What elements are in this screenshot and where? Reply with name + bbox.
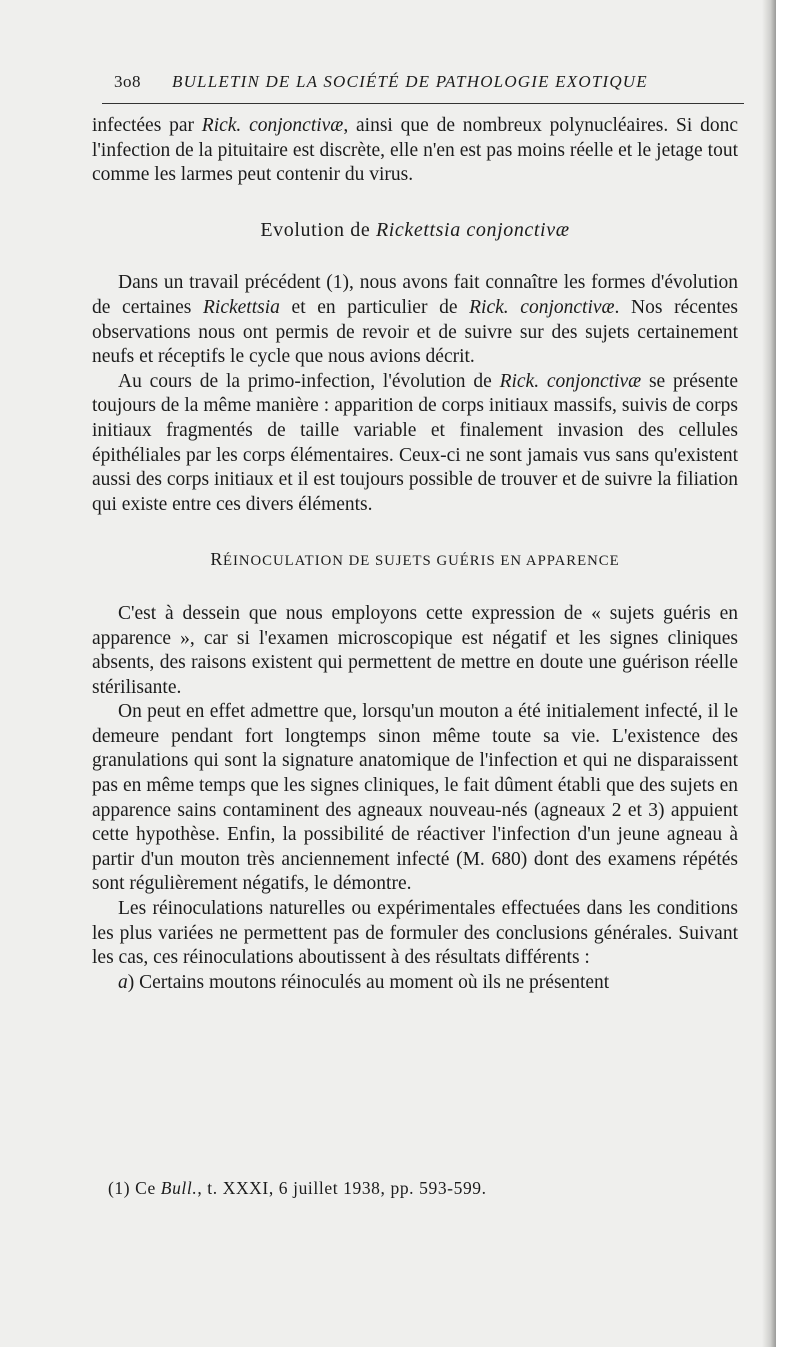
page-edge-shadow xyxy=(762,0,776,1347)
section-heading-reinoculation: RÉINOCULATION DE SUJETS GUÉRIS EN APPARENCE xyxy=(210,549,620,570)
running-title: BULLETIN DE LA SOCIÉTÉ DE PATHOLOGIE EXOTIQUE xyxy=(172,72,648,91)
paragraph: a) Certains moutons réinoculés au moment où ils ne présentent xyxy=(118,971,610,993)
paragraph: Les réinoculations naturelles ou expérimentales effectuées dans les conditions les plus variées ne permettent pas de formuler des conclusions générales. Suivant les cas, ces réinoculations aboutissent à des résultats différents : xyxy=(92,898,738,969)
body-text xyxy=(92,114,738,995)
footnote: (1) Ce Bull., t. XXXI, 6 juillet 1938, pp. 593-599. xyxy=(108,1178,487,1198)
paragraph: C'est à dessein que nous employons cette expression de « sujets guéris en apparence », car si l'examen microscopique est négatif et les signes cliniques absents, des raisons existent qui permettent de mettre en doute une guérison réelle stérilisante. xyxy=(92,602,738,698)
paragraph: Au cours de la primo-infection, l'évolution de Rick. conjonctivæ se présente toujours de la même manière : apparition de corps initiaux massifs, suivis de corps initiaux fragmentés de taille variable et finalement invasion des cellules épithéliales par les corps élémentaires. Ceux-ci ne sont jamais vus sans qu'existent aussi des corps initiaux et il est toujours possible de trouver et de suivre la filiation qui existe entre ces divers éléments. xyxy=(92,370,738,515)
header-rule xyxy=(102,103,744,104)
paragraph: Dans un travail précédent (1), nous avons fait connaître les formes d'évolution de certaines Rickettsia et en particulier de Rick. conjonctivæ. Nos récentes observations nous ont permis de revoir et de suivre sur des sujets certainement neufs et réceptifs le cycle que nous avions décrit. xyxy=(92,272,738,368)
paragraph: infectées par Rick. conjonctivæ, ainsi que de nombreux polynucléaires. Si donc l'infection de la pituitaire est discrète, elle n'en est pas moins réelle et le jetage tout comme les larmes peut contenir du virus. xyxy=(92,115,738,186)
section-heading-evolution: Evolution de Rickettsia conjonctivæ xyxy=(260,218,570,241)
page-number: 3o8 xyxy=(114,72,141,91)
paragraph: On peut en effet admettre que, lorsqu'un mouton a été initialement infecté, il le demeure pendant fort longtemps sinon même toute sa vie. L'existence des granulations qui sont la signature anatomique de l'infection et qui ne disparaissent pas en même temps que les signes cliniques, le fait dûment établi que des sujets en apparence sains contaminent des agneaux nouveau-nés (agneaux 2 et 3) appuient cette hypothèse. Enfin, la possibilité de réactiver l'infection d'un jeune agneau à partir d'un mouton très anciennement infecté (M. 680) dont des examens répétés sont régulièrement négatifs, le démontre. xyxy=(92,701,738,895)
